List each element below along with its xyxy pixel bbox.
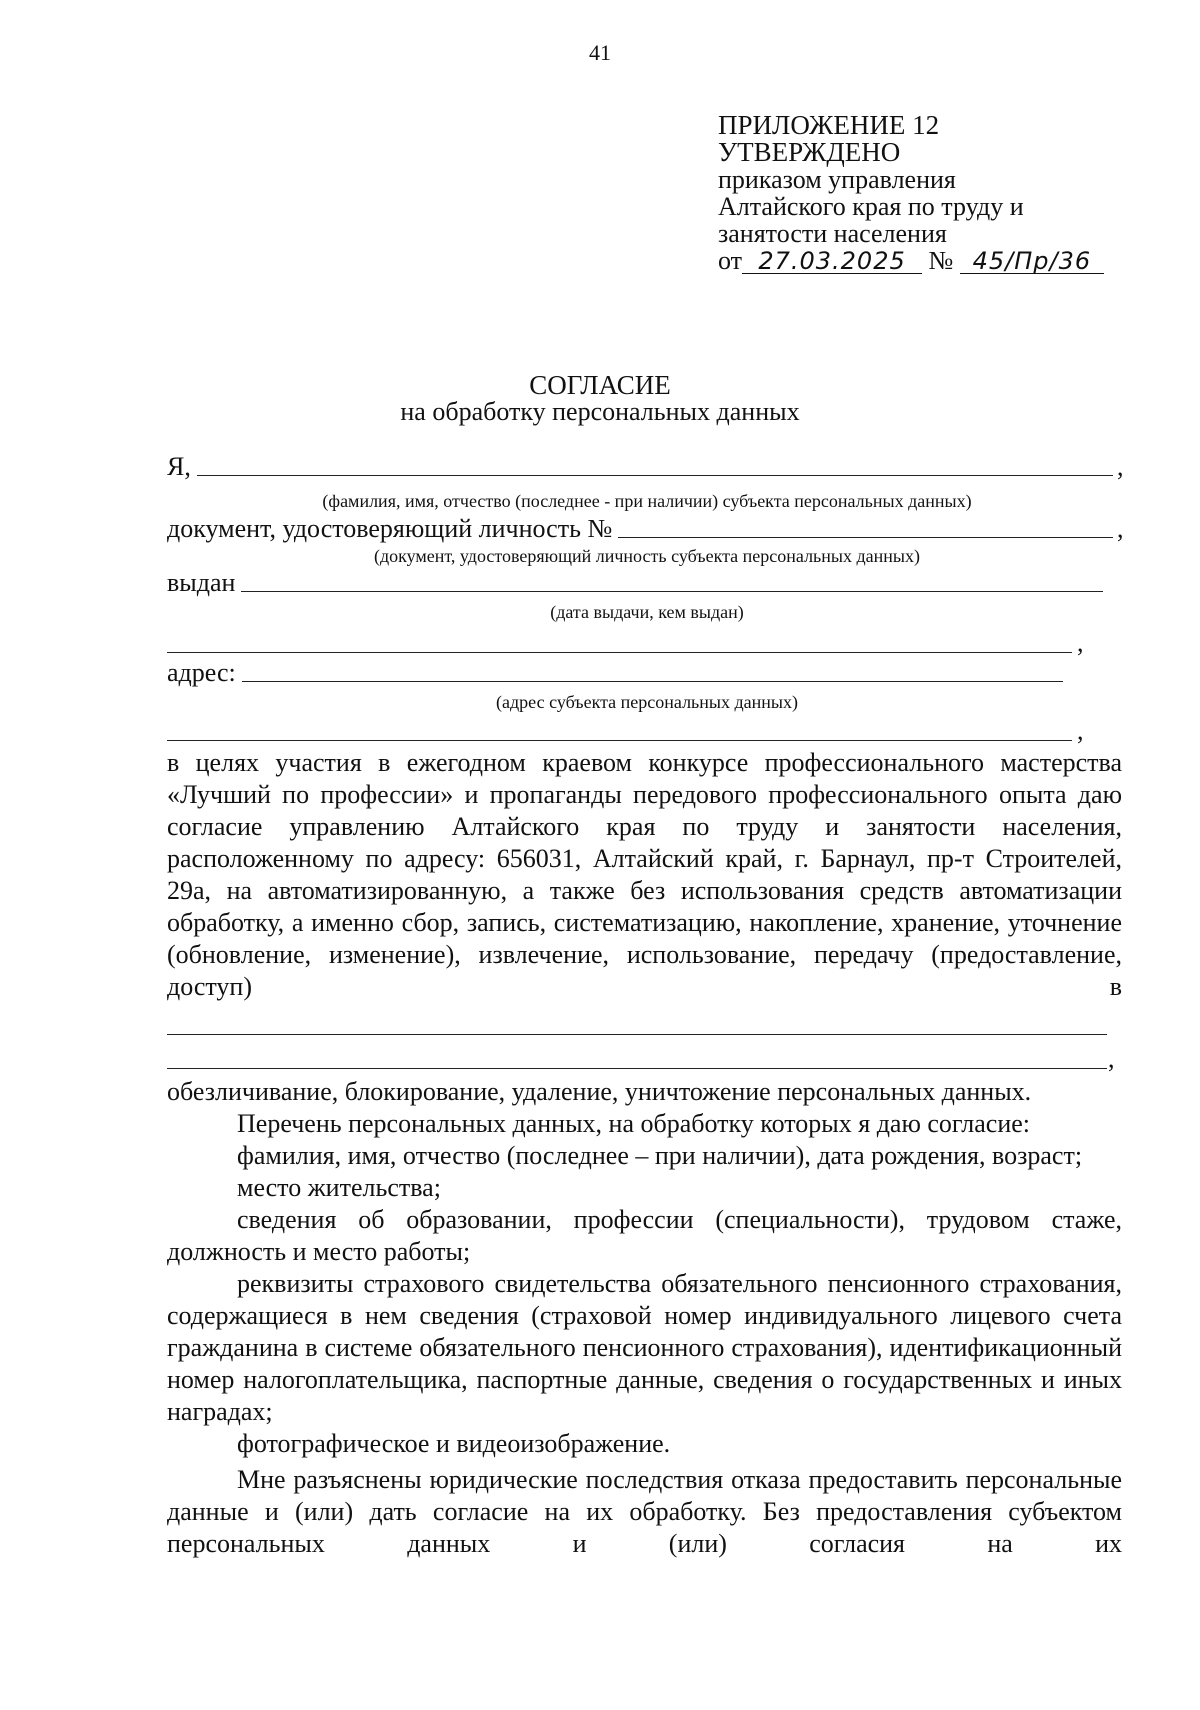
doc-label: документ, удостоверяющий личность №	[167, 514, 613, 543]
list-item-photo: фотографическое и видеоизображение.	[237, 1429, 671, 1458]
address-hint: (адрес субъекта персональных данных)	[496, 692, 798, 712]
third-party-line-1[interactable]	[167, 1034, 1107, 1035]
date-prefix: от	[718, 246, 743, 275]
list-intro: Перечень персональных данных, на обработку которых я даю согласие:	[237, 1109, 1031, 1138]
approval-line-order: приказом управления	[718, 165, 956, 194]
issued-hint: (дата выдачи, кем выдан)	[550, 602, 744, 622]
doc-field-row	[167, 514, 1127, 544]
list-item-residence: место жительства;	[237, 1173, 441, 1202]
approved-label: УТВЕРЖДЕНО	[718, 137, 901, 167]
consent-actions-end: обезличивание, блокирование, удаление, уничтожение персональных данных.	[167, 1077, 1032, 1106]
address-input-line[interactable]	[242, 661, 1063, 682]
comma: ,	[1077, 716, 1084, 745]
address-extra-line[interactable]	[167, 740, 1072, 741]
consent-purpose-paragraph: в целях участия в ежегодном краевом конкурсе профессионального мастерства «Лучший по профессии» и пропаганды передового профессионального опыта даю согласие управлению Алтайского края по труду и занятости населения, расположенному по адресу: 656031, Алтайский край, г. Барнаул, пр-т Строителей, 29а, на автоматизированную, а также без использования средств автоматизации обработку, а именно сбор, запись, систематизацию, накопление, хранение, уточнение (обновление, изменение), извлечение, использование, передачу (предоставление, доступ) в	[167, 748, 1122, 1001]
document-subtitle: на обработку персональных данных	[400, 397, 800, 426]
approval-block	[718, 112, 1104, 274]
list-item-name: фамилия, имя, отчество (последнее – при наличии), дата рождения, возраст;	[237, 1141, 1083, 1170]
name-input-line[interactable]	[197, 455, 1113, 476]
name-label: Я,	[167, 452, 191, 481]
approval-date-number	[718, 247, 1104, 274]
consent-body	[167, 747, 1122, 1003]
address-label: адрес:	[167, 658, 236, 687]
comma: ,	[1108, 1044, 1115, 1073]
doc-hint: (документ, удостоверяющий личность субъекта персональных данных)	[374, 546, 920, 566]
appendix-label: ПРИЛОЖЕНИЕ 12	[718, 110, 940, 140]
approval-line-agency: Алтайского края по труду и	[718, 192, 1024, 221]
page-number: 41	[589, 40, 611, 65]
list-item-insurance: реквизиты страхового свидетельства обязательного пенсионного страхования, содержащиеся в нем сведения (страховой номер индивидуального лицевого счета гражданина в системе обязательного пенсионного страхования), идентификационный номер налогоплательщика, паспортные данные, сведения о государственных и иных наградах;	[167, 1269, 1122, 1426]
number-prefix: №	[928, 246, 954, 275]
document-title: СОГЛАСИЕ	[529, 370, 671, 400]
comma: ,	[1117, 514, 1124, 543]
handwritten-date: 27.03.2025	[742, 249, 922, 274]
list-item-education: сведения об образовании, профессии (специальности), трудовом стаже, должность и место работы;	[167, 1205, 1122, 1266]
consequences-paragraph: Мне разъяснены юридические последствия отказа предоставить персональные данные и (или) дать согласие на их обработку. Без предоставления субъектом персональных данных и (или) согласия на их	[167, 1465, 1122, 1558]
address-field-row	[167, 658, 1067, 688]
name-hint: (фамилия, имя, отчество (последнее - при наличии) субъекта персональных данных)	[322, 491, 972, 511]
issued-extra-line[interactable]	[167, 652, 1072, 653]
issued-field-row	[167, 568, 1107, 598]
doc-input-line[interactable]	[618, 517, 1113, 538]
issued-input-line[interactable]	[241, 571, 1103, 592]
comma: ,	[1077, 628, 1084, 657]
issued-label: выдан	[167, 568, 236, 597]
consent-body-cont	[167, 1076, 1122, 1560]
name-field-row	[167, 452, 1127, 482]
third-party-line-2[interactable]	[167, 1068, 1107, 1069]
approval-line-agency-2: занятости населения	[718, 219, 947, 248]
handwritten-number: 45/Пр/36	[960, 249, 1104, 274]
comma: ,	[1117, 452, 1124, 481]
